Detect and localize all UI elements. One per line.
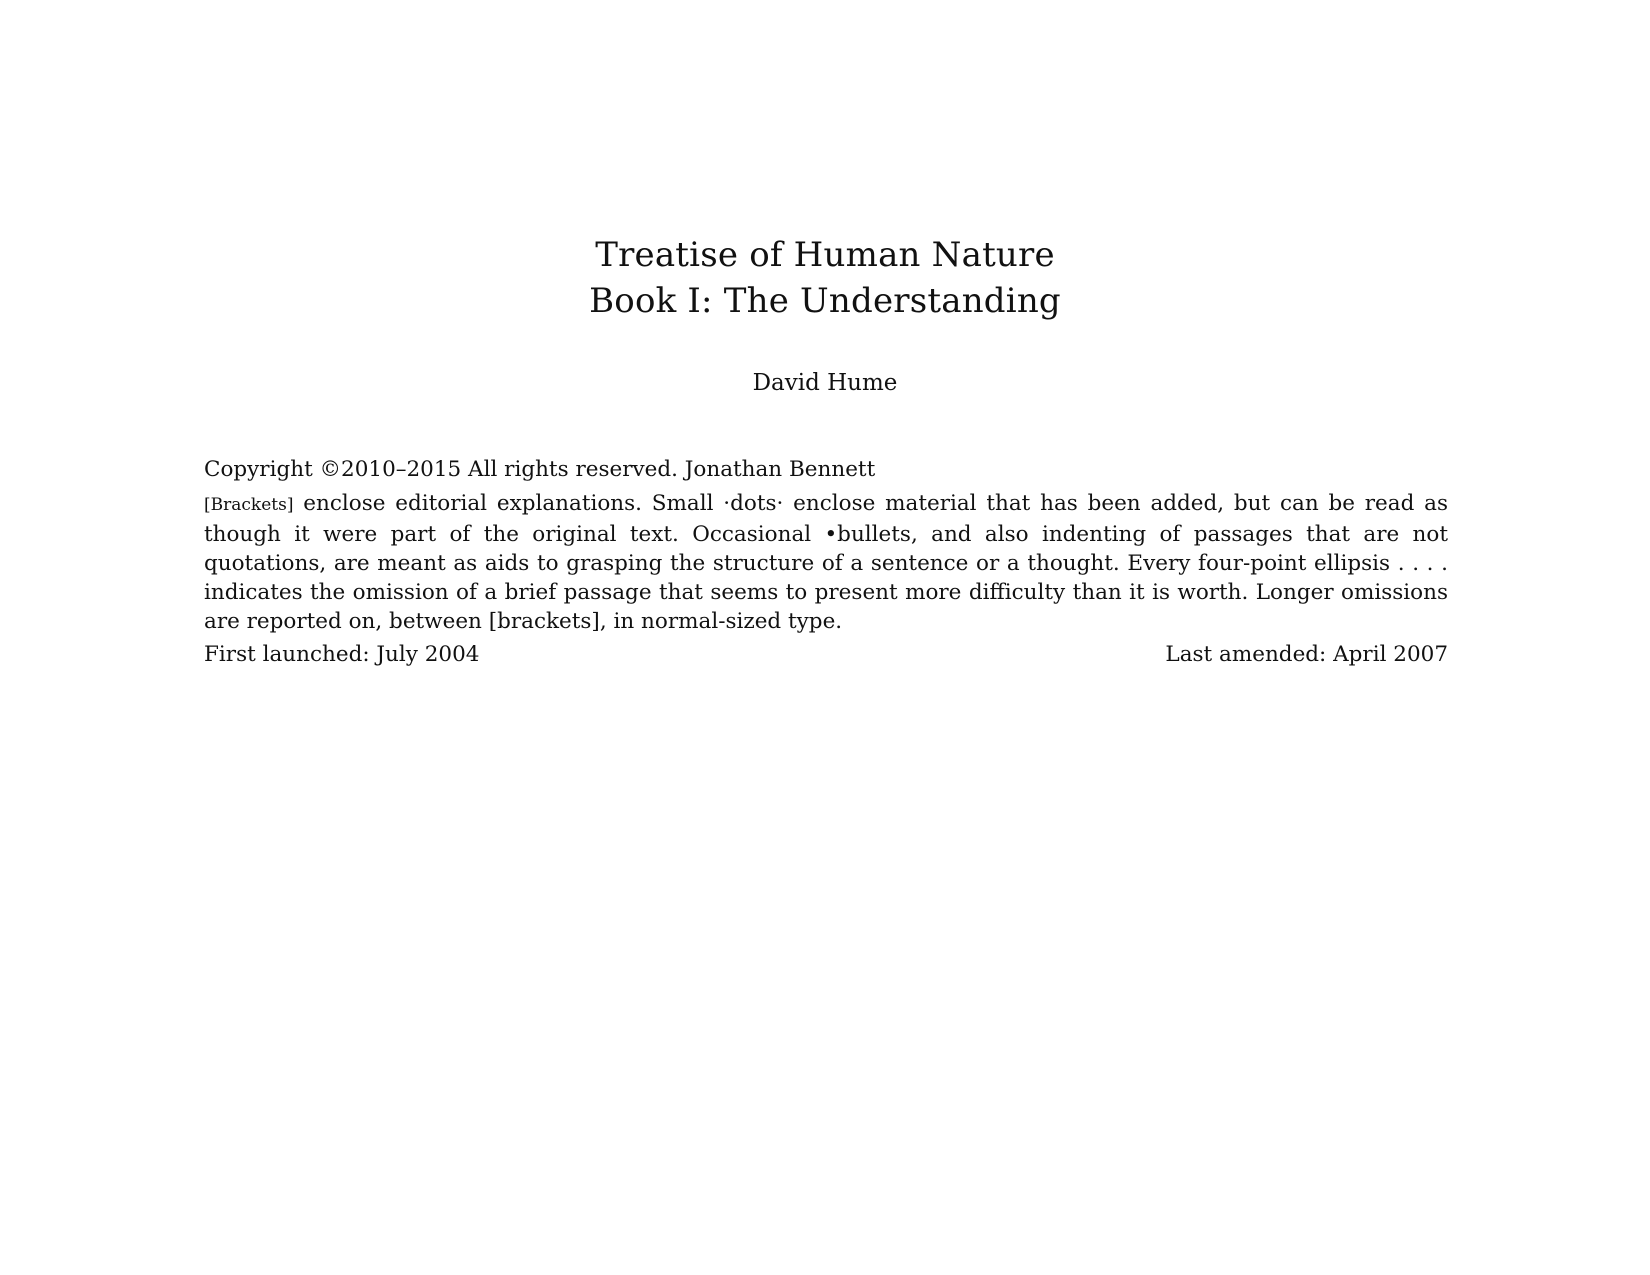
document-title: Treatise of Human Nature — [595, 235, 1055, 275]
editorial-notes — [204, 489, 1448, 636]
front-matter — [204, 455, 1448, 670]
date-line — [204, 640, 1448, 670]
first-launched-date: First launched: July 2004 — [204, 642, 480, 667]
copyright-notice: Copyright ©2010–2015 All rights reserved. Jonathan Bennett — [204, 457, 876, 482]
title-block — [0, 232, 1650, 324]
editorial-notes-text: enclose editorial explanations. Small ·dots· enclose material that has been added, but can be read as though it were part of the original text. Occasional •bullets, and also indenting of passages that are not quotations, are meant as aids to grasping the structure of a sentence or a thought. Every four-point ellipsis . . . . indicates the omission of a brief passage that seems to present more difficulty than it is worth. Longer omissions are reported on, between [brackets], in normal-sized type. — [204, 491, 1448, 634]
document-subtitle: Book I: The Understanding — [589, 281, 1061, 321]
brackets-label: [Brackets] — [204, 495, 294, 515]
last-amended-date: Last amended: April 2007 — [1165, 642, 1448, 667]
author-name: David Hume — [752, 370, 898, 396]
